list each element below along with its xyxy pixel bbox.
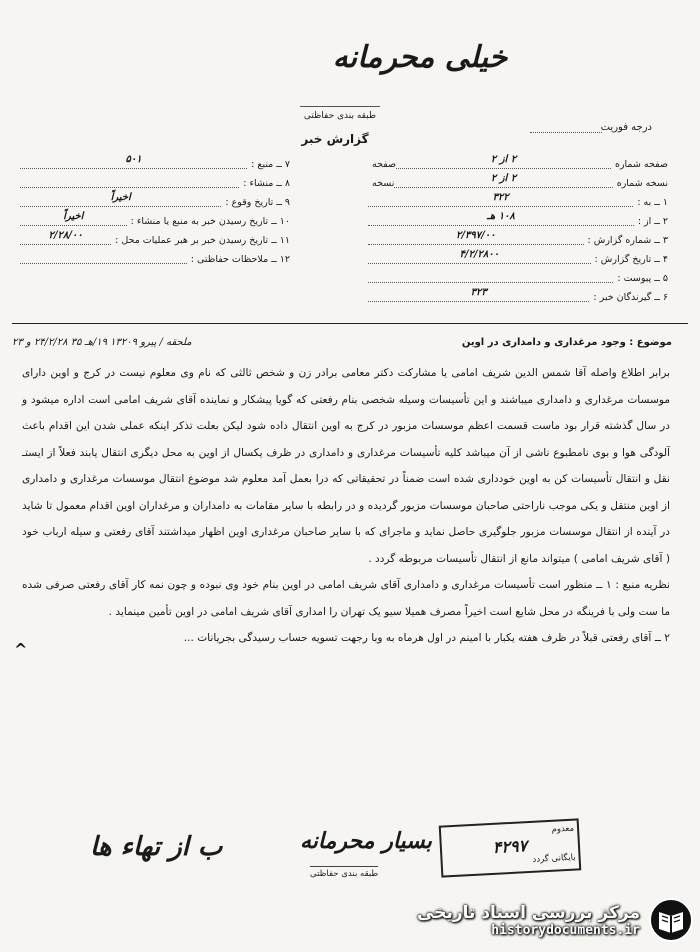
priority-field (530, 116, 602, 133)
subject-reference: ملحقه / پیرو ۱۳۲۰۹ ۱۹/هـ ۳۵ ۲۴/۲/۲۸ و ۲۳ (12, 337, 192, 348)
field-row-received-source-date (20, 207, 290, 226)
field-label: ۱۰ ــ تاریخ رسیدن خبر به منبع یا منشاء : (130, 215, 290, 227)
field-row-from (368, 207, 668, 226)
field-value: ۴/۲/۲۸۰۰ (368, 250, 591, 264)
field-label: ۱۲ ــ ملاحظات حفاظتی : (190, 253, 290, 265)
field-label: ۴ ــ تاریخ گزارش : (594, 253, 668, 265)
margin-mark: ^ (14, 640, 28, 659)
field-label: ۹ ــ تاریخ وقوع : (225, 196, 290, 208)
footer-classification-label: طبقه بندی حفاظتی (310, 866, 378, 879)
stamp-line: معدوم (551, 823, 575, 835)
field-row-received-ops-date (20, 226, 290, 245)
stamp-line: بایگانی گردد (532, 852, 576, 865)
stamp-number: ۴۲۹۷ (492, 836, 528, 857)
watermark-text (417, 903, 640, 938)
field-value: ۳۲۲ (368, 193, 633, 207)
field-row-occurrence-date (20, 188, 290, 207)
field-label: ۲ ــ از : (637, 215, 668, 227)
field-label: ۶ ــ گیرندگان خبر : (593, 291, 668, 303)
field-row-report-date (368, 245, 668, 264)
field-value: اخیراً (20, 193, 221, 207)
field-row-report-number (368, 226, 668, 245)
field-suffix: نسخه (372, 177, 395, 189)
footer-block (20, 822, 680, 882)
book-logo-icon (648, 897, 694, 943)
report-title: گزارش خبر (301, 132, 369, 146)
field-label: ۸ ــ منشاء : (243, 177, 290, 189)
archive-stamp (439, 818, 582, 877)
field-value (20, 250, 187, 264)
field-label: ۱ ــ به : (637, 196, 668, 208)
field-suffix: صفحه (372, 158, 397, 170)
header-divider (12, 323, 688, 324)
priority-label: درجه فوریت (600, 122, 652, 133)
field-value: ۲/۲۸/۰۰ (20, 231, 111, 245)
field-row-source (20, 150, 290, 169)
body-paragraph: برابر اطلاع واصله آقا شمس الدین شریف امامی یا مشارکت دکتر معامی برادر زن و شخص ثالثی که نام وی معلوم نیست در کرج و اوین دارای موسسات مرغداری و دامداری میباشند و این تأسیسات وسیله شخصی بنام رفعتی که گویا پیشکار و نماینده آقای شریف امامی است اداره میشود و در سال گذشته قرار بود ماست قسمت اعظم موسسات مزبور در کرج به اوین انتقال داده شود لیکن بعلت تذکر اینکه عملی شدن این اقدام باعث آلودگی هوا و بوی نامطبوع ناشی از آن میباشد کلیه تأسیسات مرغداری و دامداری در ظرف یکسال از اوین به محل دیگری انتقال یابند فعلاً از ایستـ نقل و انتقال تأسیسات کن به اوین خودداری شده است ضمناً در تحقیقاتی که درا بعمل آمد معلوم شد موضوع انتقال موسسات مرغداری و دامداری از اوین منتقل و یکی موجب ناراحتی صاحبان موسسات مزبور گردیده و در رابطه با سایر مقامات به دامداران و مرغداران اوین اقدام معمول تا شاید در آینده از انتقال موسسات مزبور جلوگیری حاصل نماید و ماجرای که با سایر صاحبان مرغداری اوین اظهار میداشتند آقای رفعتی و سیله ارباب خود ( آقای شریف امامی ) میتواند مانع از انتقال تأسیسات مربوطه گردد . (22, 367, 670, 565)
watermark-url: historydocuments.ir (491, 922, 640, 938)
field-label: صفحه شماره (614, 158, 668, 170)
classification-label: طبقه بندی حفاظتی (303, 111, 377, 121)
field-value: ۲ از ۲ (396, 155, 611, 169)
field-value (368, 269, 613, 283)
field-row-page-number (368, 150, 668, 169)
field-value (20, 174, 239, 188)
field-value: ۳۲۳ (368, 288, 589, 302)
field-value: ۱۰۸ هـ (368, 212, 634, 226)
field-value: ۲ از ۲ (394, 174, 612, 188)
field-value: اخیراً (20, 212, 127, 226)
field-row-security-notes (20, 245, 290, 264)
field-label: ۷ ــ منبع : (251, 158, 290, 170)
field-value: ۵۰۱ (20, 155, 247, 169)
field-row-attachment (368, 264, 668, 283)
right-fields-block (368, 150, 668, 302)
body-paragraph: نظریه منبع : ۱ ــ منظور است تأسیسات مرغداری و دامداری آقای شریف امامی در اوین بنام خود وی نبوده و چون نمه کار آقای رفعتی صرفی شده ما ست ولی با فرینگه در محل شایع است اخیراً مصرف همیلا سیو یک تهران را امداری آقای شریف امامی در اوین تأمین مینماید . (22, 579, 670, 618)
left-fields-block (20, 150, 290, 264)
field-row-recipients (368, 283, 668, 302)
body-paragraph: ۲ ــ آقای رفعتی قبلاً در ظرف هفته یکبار با امینم در اول هرماه به وبا رجهت تسویه حساب رسیدگی بجریانات ... (183, 632, 670, 644)
handwritten-signature: بسیار محرمانه (300, 828, 432, 854)
report-body (22, 360, 670, 652)
field-row-to (368, 188, 668, 207)
field-label: ۳ ــ شماره گزارش : (587, 234, 668, 246)
handwritten-classification: خیلی محرمانه (332, 40, 508, 75)
field-row-origin (20, 169, 290, 188)
field-row-copy-number (368, 169, 668, 188)
handwritten-note: ب از تهاء ها (90, 832, 223, 862)
subject-line (12, 337, 672, 348)
field-label: ۱۱ ــ تاریخ رسیدن خبر بر هبر عملیات محل : (115, 234, 290, 246)
field-value: ۲/۳۹۷/۰۰ (368, 231, 584, 245)
field-label: ۵ ــ پیوست : (617, 272, 668, 284)
watermark-title: مرکز بررسی اسناد تاریخی (417, 902, 640, 923)
watermark (410, 894, 694, 946)
classification-divider (300, 106, 380, 107)
subject-text: موضوع : وجود مرغداری و دامداری در اوین (461, 337, 672, 348)
field-label: نسخه شماره (616, 177, 668, 189)
